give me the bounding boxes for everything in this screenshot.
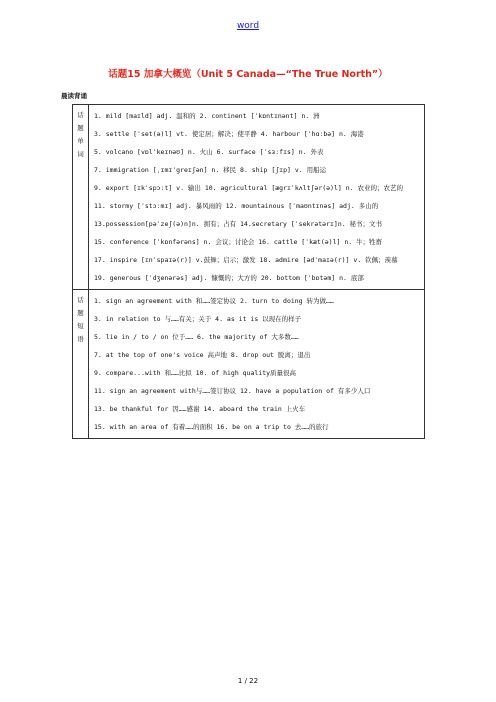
section-label-char: 语	[77, 335, 84, 343]
table-row: 15. with an area of 有着……的面积 16. be on a trip to 去……的旅行	[94, 423, 329, 431]
vocab-rows	[89, 105, 424, 289]
section-label: 晨读背诵	[61, 92, 87, 100]
section-label-char: 题	[77, 124, 84, 132]
table-row: 11. stormy [ˈstɔːmɪ] adj. 暴风雨的 12. mountainous [ˈmaʊntɪnəs] adj. 多山的	[94, 202, 379, 210]
table-row: 3. in relation to 与……有关；关于 4. as it is 以现在的样子	[94, 315, 302, 323]
table-row: 7. immigration [ˌɪmɪˈgreɪʃən] n. 移民 8. ship [ʃɪp] v. 用船运	[94, 166, 327, 174]
vocab-table	[72, 104, 425, 439]
table-row: 1. mild [maɪld] adj. 温和的 2. continent [ˈkɒntɪnənt] n. 洲	[94, 112, 320, 120]
table-row: 13. be thankful for 因……感谢 14. aboard the train 上火车	[94, 405, 306, 413]
table-row: 15. conference [ˈkɒnfərəns] n. 会议；讨论会 16. cattle [ˈkæt(ə)l] n. 牛；牲畜	[94, 238, 383, 246]
table-row: 19. generous [ˈdʒenərəs] adj. 慷慨的；大方的 20. bottom [ˈbɒtəm] n. 底部	[94, 274, 364, 282]
table-row: 7. at the top of one's voice 高声地 8. drop out 脱离；退出	[94, 351, 311, 359]
section-label-char: 题	[77, 309, 84, 317]
table-row: 17. inspire [ɪnˈspaɪə(r)] v.鼓舞；启示；激发 18. admire [ədˈmaɪə(r)] v. 钦佩；羡慕	[94, 256, 398, 264]
table-row: 5. volcano [vɒlˈkeɪnəʊ] n. 火山 6. surface [ˈsɜːfɪs] n. 外表	[94, 148, 324, 156]
table-row: 5. lie in / to / on 位于…… 6. the majority of 大多数……	[94, 333, 299, 341]
table-row: 1. sign an agreement with 和……签定协议 2. turn to doing 转为做……	[94, 297, 334, 305]
vocab-section-content	[89, 105, 425, 290]
phrase-section-label-cell	[73, 290, 89, 439]
section-label-char: 话	[77, 296, 84, 304]
table-row: 3. settle [ˈset(ə)l] vt. 使定居；解决；使平静 4. harbour [ˈhɑːbə] n. 海港	[94, 130, 364, 138]
table-row: 13.possession[pəˈzeʃ(ə)n]n. 拥有；占有 14.secretary [ˈsekrətərɪ]n. 秘书；文书	[94, 220, 383, 228]
phrase-section-label	[73, 290, 88, 346]
vocab-section-row	[73, 105, 425, 290]
vocab-section-label-cell	[73, 105, 89, 290]
vocab-section-label	[73, 105, 88, 161]
section-label-char: 短	[77, 322, 84, 330]
section-label-char: 词	[77, 150, 84, 158]
section-label-char: 话	[77, 111, 84, 119]
header-word-link[interactable]: word	[236, 21, 260, 31]
table-row: 11. sign an agreement with与……签订协议 12. have a population of 有多少人口	[94, 387, 371, 395]
phrase-section-content	[89, 290, 425, 439]
phrase-rows	[89, 290, 424, 438]
page-title: 话题15 加拿大概览（Unit 5 Canada—“The True North”）	[108, 69, 388, 80]
table-row: 9. export [ɪkˈspɔːt] v. 输出 10. agricultural [ægrɪˈkʌltʃər(ə)l] n. 农业的；农艺的	[94, 184, 403, 192]
section-label-char: 单	[77, 137, 84, 145]
table-row: 9. compare...with 和……比拟 10. of high quality质量很高	[94, 369, 297, 377]
page-number: 1 / 22	[237, 677, 259, 685]
phrase-section-row	[73, 290, 425, 439]
